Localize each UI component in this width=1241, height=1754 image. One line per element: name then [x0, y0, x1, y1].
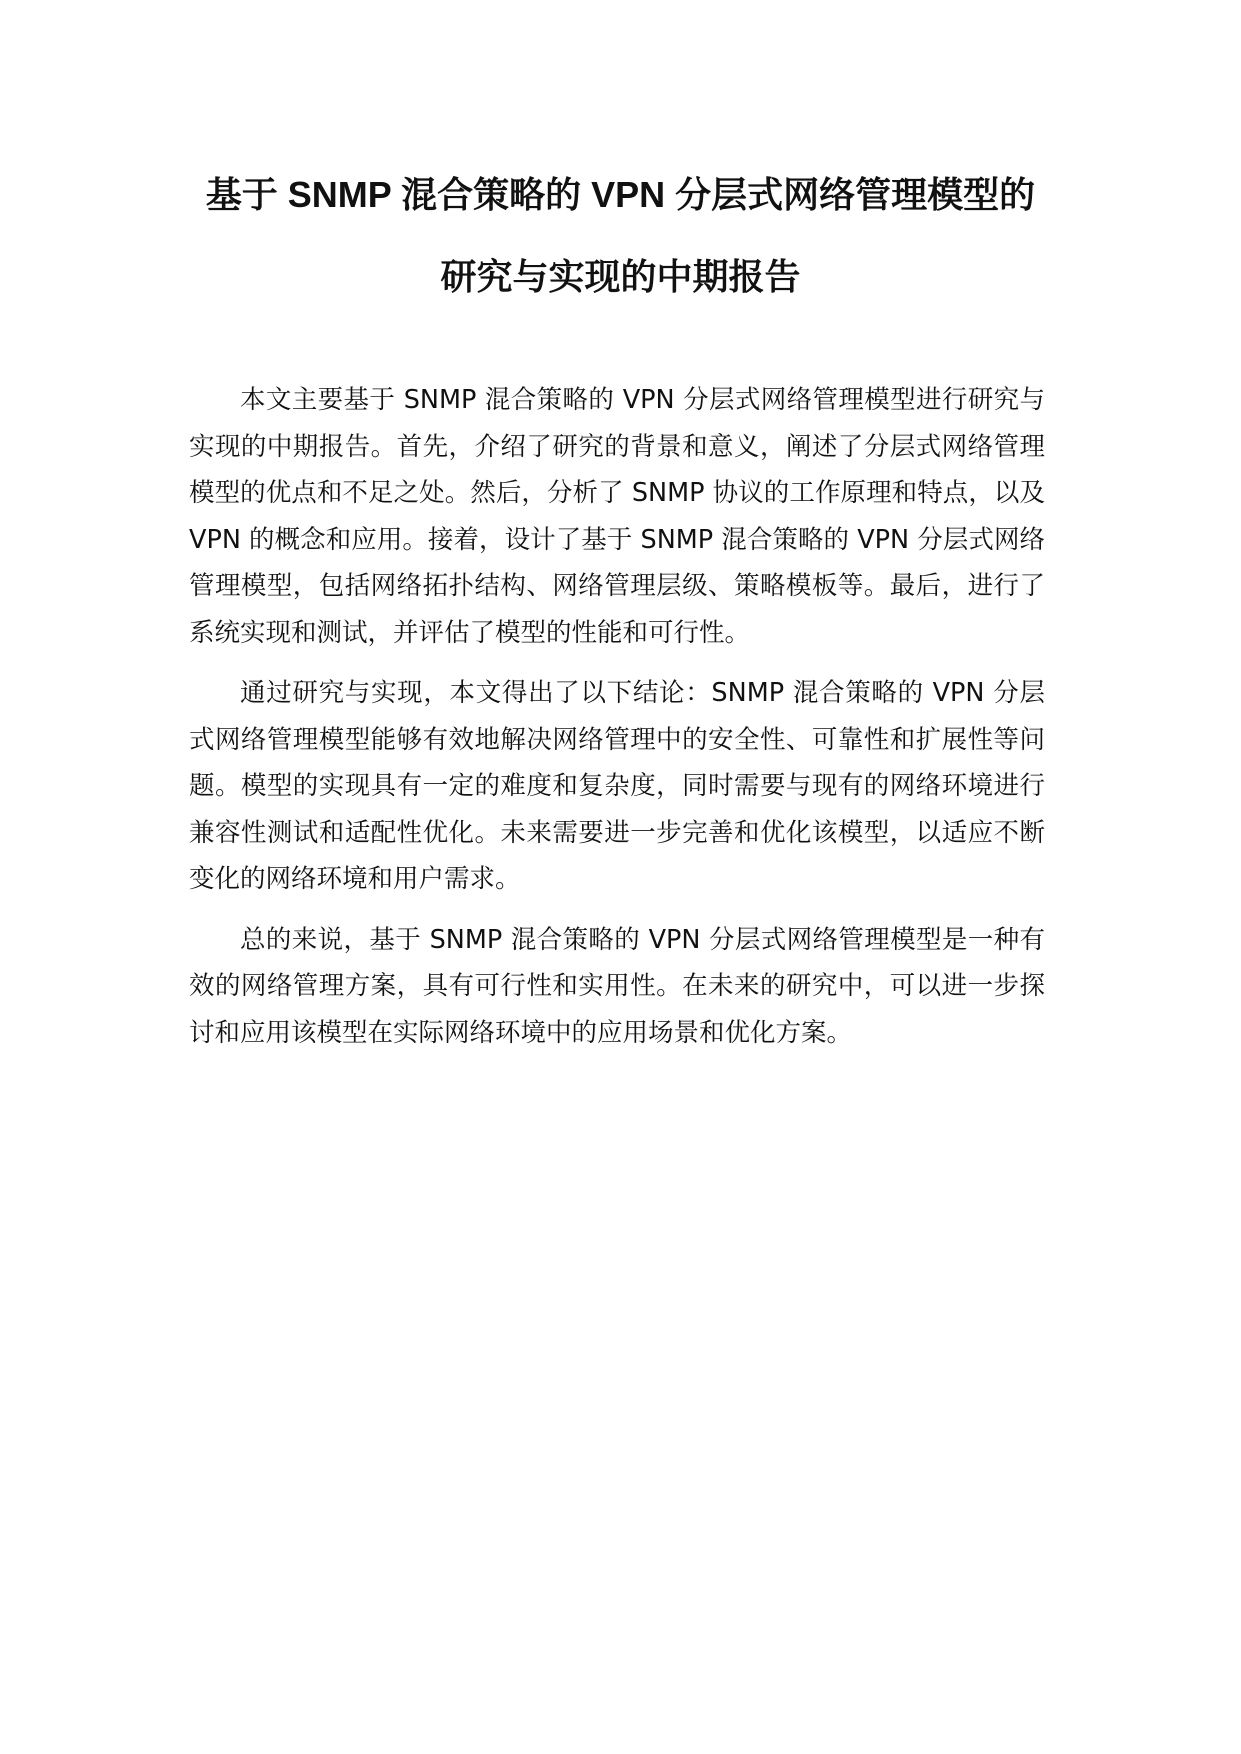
- title-line-1: 基于 SNMP 混合策略的 VPN 分层式网络管理模型的: [205, 174, 1036, 215]
- title-line-2: 研究与实现的中期报告: [440, 256, 801, 297]
- document-title: [150, 175, 1091, 297]
- document-body: [189, 377, 1045, 1070]
- paragraph-1: 本文主要基于 SNMP 混合策略的 VPN 分层式网络管理模型进行研究与实现的中期报告。首先，介绍了研究的背景和意义，阐述了分层式网络管理模型的优点和不足之处。然后，分析了 SNMP 协议的工作原理和特点，以及 VPN 的概念和应用。接着，设计了基于 SNMP 混合策略的 VPN 分层式网络管理模型，包括网络拓扑结构、网络管理层级、策略模板等。最后，进行了系统实现和测试，并评估了模型的性能和可行性。: [189, 385, 1045, 648]
- paragraph-3: 总的来说，基于 SNMP 混合策略的 VPN 分层式网络管理模型是一种有效的网络管理方案，具有可行性和实用性。在未来的研究中，可以进一步探讨和应用该模型在实际网络环境中的应用场景和优化方案。: [189, 924, 1045, 1048]
- paragraph-2: 通过研究与实现，本文得出了以下结论：SNMP 混合策略的 VPN 分层式网络管理模型能够有效地解决网络管理中的安全性、可靠性和扩展性等问题。模型的实现具有一定的难度和复杂度，同时需要与现有的网络环境进行兼容性测试和适配性优化。未来需要进一步完善和优化该模型，以适应不断变化的网络环境和用户需求。: [189, 678, 1045, 894]
